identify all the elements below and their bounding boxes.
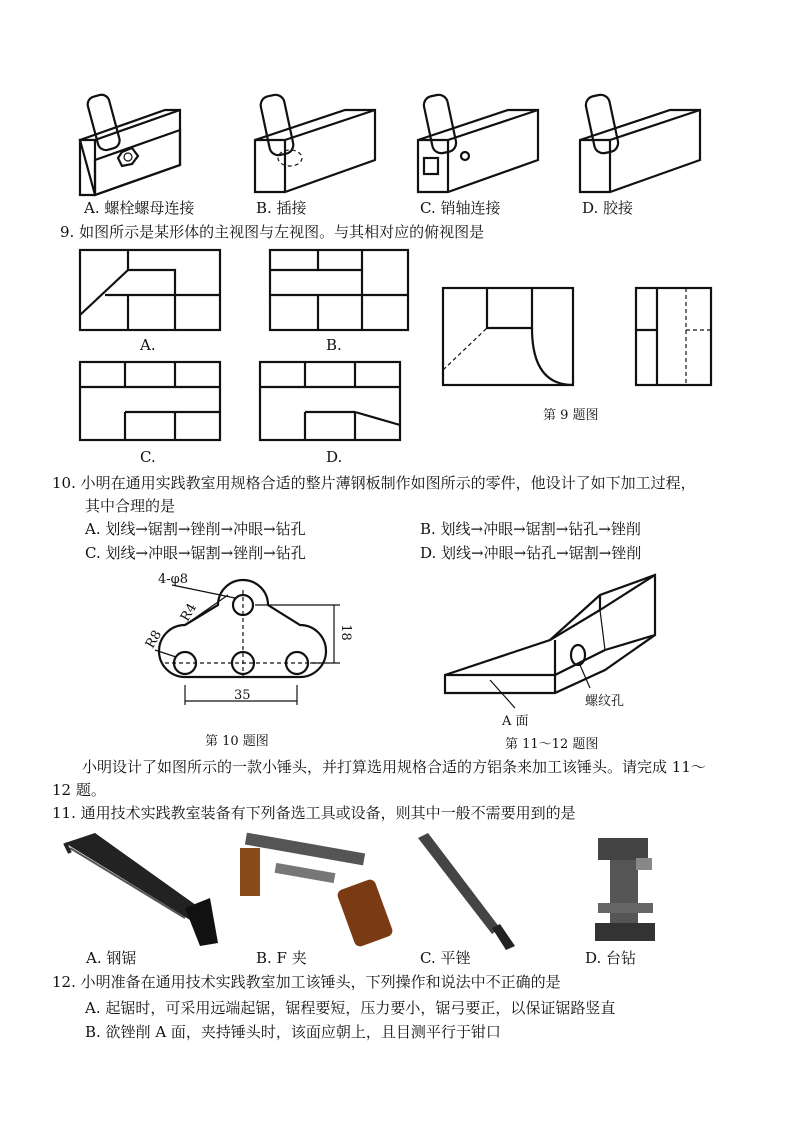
q10-dim-holes: 4-φ8 [158, 572, 189, 587]
q11-option-d[interactable]: D. 台钻 [585, 949, 637, 967]
q8-fig-d-drawing [580, 93, 700, 192]
q10-option-c[interactable]: C. 划线→冲眼→锯割→锉削→钻孔 [85, 544, 306, 562]
q10-option-a[interactable]: A. 划线→锯割→锉削→冲眼→钻孔 [85, 520, 306, 538]
q10-dim-r8: R8 [143, 627, 166, 652]
fig-11-12-caption: 第 11～12 题图 [505, 737, 599, 752]
label-thread-hole: 螺纹孔 [585, 694, 625, 709]
hammer-head-drawing [0, 570, 800, 750]
intro-line1: 小明设计了如图所示的一款小锤头，并打算选用规格合适的方铝条来加工该锤头。请完成 11～ [82, 758, 706, 776]
q11-option-a[interactable]: A. 钢锯 [86, 949, 137, 967]
flat-file-icon [418, 833, 515, 950]
q10-dim-r4: R4 [178, 600, 201, 625]
q8-option-c[interactable]: C. 销轴连接 [420, 199, 501, 217]
q9-figure-caption: 第 9 题图 [543, 408, 599, 423]
q8-fig-a-drawing [80, 93, 180, 195]
q11-tool-images [0, 828, 800, 958]
q12-option-b[interactable]: B. 欲锉削 A 面，夹持锤头时，该面应朝上，且目测平行于钳口 [85, 1023, 501, 1041]
q10-figure-caption: 第 10 题图 [205, 734, 269, 749]
q10-dim-35: 35 [234, 688, 251, 703]
q9-figures [0, 240, 800, 470]
q9-label-a[interactable]: A. [140, 336, 156, 354]
q11-option-b[interactable]: B. F 夹 [256, 949, 307, 967]
q9-option-c-drawing [80, 362, 220, 440]
q8-option-b[interactable]: B. 插接 [256, 199, 307, 217]
drill-press-icon [595, 838, 655, 941]
q11-option-c[interactable]: C. 平锉 [420, 949, 471, 967]
q9-option-d-drawing [260, 362, 400, 440]
q9-left-view-drawing [636, 288, 711, 385]
q8-figure-a [0, 0, 800, 200]
f-clamp-icon [240, 833, 394, 948]
q12-option-a[interactable]: A. 起锯时，可采用远端起锯，锯程要短，压力要小，锯弓要正，以保证锯路竖直 [85, 999, 616, 1017]
q12-stem: 12. 小明准备在通用技术实践教室加工该锤头，下列操作和说法中不正确的是 [52, 973, 561, 991]
q11-stem: 11. 通用技术实践教室装备有下列备选工具或设备，则其中一般不需要用到的是 [52, 804, 576, 822]
q10-dim-18: 18 [337, 624, 353, 641]
q9-label-c[interactable]: C. [140, 448, 156, 466]
q9-label-d[interactable]: D. [326, 448, 343, 466]
q10-option-b[interactable]: B. 划线→冲眼→锯割→钻孔→锉削 [420, 520, 641, 538]
q10-stem-line2: 其中合理的是 [85, 497, 176, 515]
q8-fig-b-drawing [255, 93, 375, 192]
hacksaw-icon [65, 833, 218, 946]
q8-option-d[interactable]: D. 胶接 [582, 199, 634, 217]
q9-option-a-drawing [80, 250, 220, 330]
q9-label-b[interactable]: B. [326, 336, 342, 354]
q10-stem-line1: 10. 小明在通用实践教室用规格合适的整片薄钢板制作如图所示的零件，他设计了如下加工过程， [52, 474, 696, 492]
q8-fig-c-drawing [418, 93, 538, 192]
q9-option-b-drawing [270, 250, 408, 330]
q9-main-view-drawing [443, 288, 573, 385]
intro-line2: 12 题。 [52, 781, 106, 799]
q10-option-d[interactable]: D. 划线→冲眼→钻孔→锯割→锉削 [420, 544, 642, 562]
q8-option-a[interactable]: A. 螺栓螺母连接 [84, 199, 195, 217]
q9-stem: 9. 如图所示是某形体的主视图与左视图。与其相对应的俯视图是 [60, 223, 485, 241]
label-a-face: A 面 [502, 714, 529, 729]
